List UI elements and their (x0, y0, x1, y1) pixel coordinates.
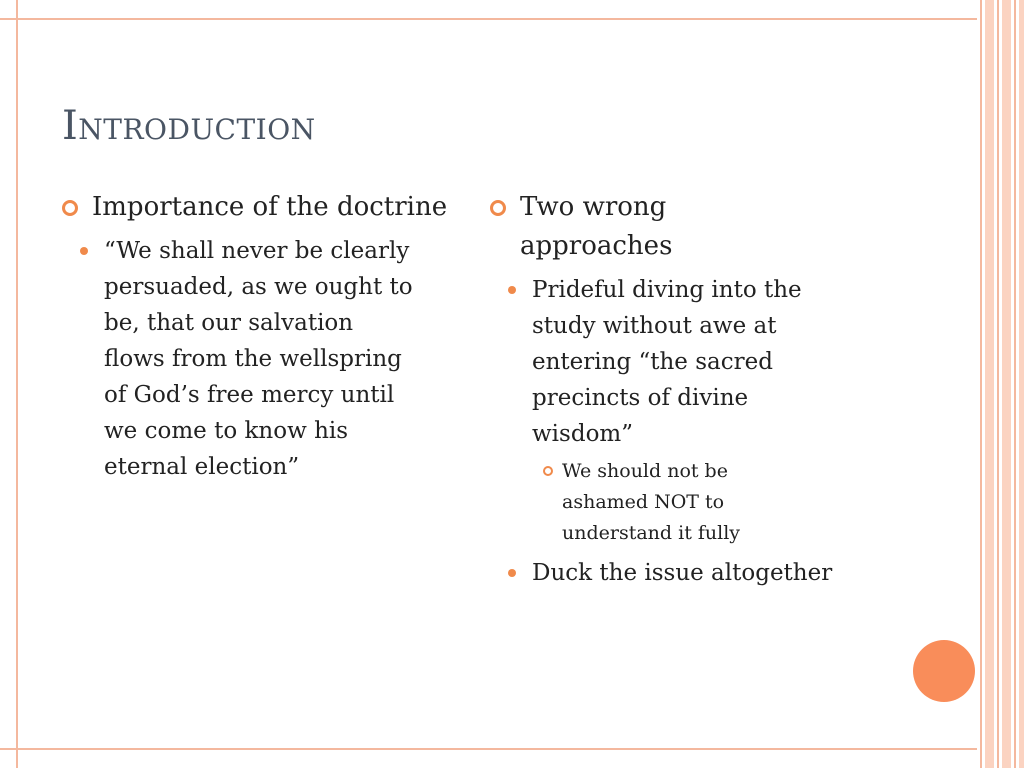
bullet-level1 (490, 188, 890, 266)
slide-title: Introduction (62, 103, 316, 149)
frame-line-top (0, 18, 1024, 20)
dot-bullet-icon (80, 247, 88, 255)
band-stripe (980, 0, 982, 768)
band-stripe (997, 0, 999, 768)
right-column (490, 188, 890, 595)
small-ring-bullet-icon (543, 466, 553, 476)
quote-text: “We shall never be clearly persuaded, as we ought to be, that our salvation flows from the wellspring of God’s free mercy until we come to know his eternal election” (104, 238, 413, 480)
bullet-level2 (62, 233, 462, 485)
bullet-level2 (490, 555, 890, 591)
decorative-side-band (977, 0, 1024, 768)
bullet-level1 (62, 188, 462, 227)
ring-bullet-icon (62, 200, 78, 216)
bullet-level3 (490, 456, 890, 549)
dot-bullet-icon (508, 569, 516, 577)
ring-bullet-icon (490, 200, 506, 216)
right-heading: Two wrong approaches (520, 192, 673, 261)
bullet-level2 (490, 272, 890, 452)
left-heading: Importance of the doctrine (92, 192, 448, 222)
band-stripe (985, 0, 994, 768)
left-column (62, 188, 462, 489)
frame-line-left (16, 0, 18, 768)
band-stripe (1002, 0, 1011, 768)
frame-line-bottom (0, 748, 1024, 750)
decorative-circle (913, 640, 975, 702)
band-stripe (1019, 0, 1024, 768)
dot-bullet-icon (508, 286, 516, 294)
band-stripe (1014, 0, 1016, 768)
approach-1-text: Prideful diving into the study without awe at entering “the sacred precincts of divine wisdom” (532, 277, 802, 447)
approach-1-subitem: We should not be ashamed NOT to understand it fully (562, 460, 741, 544)
approach-2-text: Duck the issue altogether (532, 560, 833, 586)
